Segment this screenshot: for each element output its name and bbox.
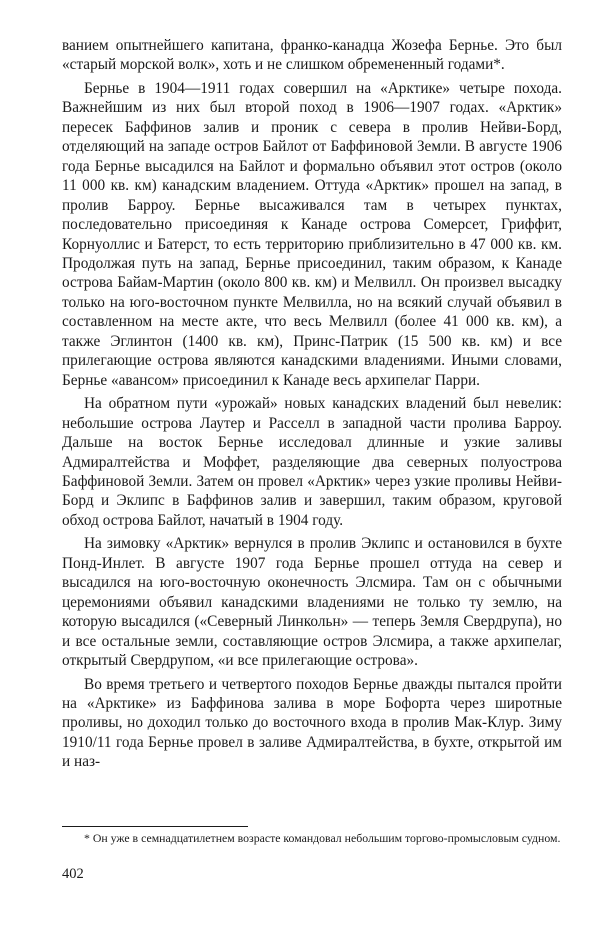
paragraph-3: На обратном пути «урожай» новых канадских владений был невелик: небольшие острова Лаутер и Расселл в западной части пролива Барроу. Дальше на восток Бернье исследовал длинные и узкие заливы Адмиралтейства и Моффет, разделяющие два северных полуострова Баффиновой Земли. Затем он провел «Арктик» через узкие проливы Нейви-Борд и Эклипс в Баффинов залив и завершил, таким образом, круговой обход острова Байлот, начатый в 1904 году.: [62, 395, 562, 529]
page-number: 402: [62, 866, 84, 882]
footnote: * Он уже в семнадцатилетнем возрасте командовал небольшим торгово-промысловым судном.: [84, 831, 561, 845]
paragraph-1: ванием опытнейшего капитана, франко-канадца Жозефа Бернье. Это был «старый морской волк», хоть и не слишком обремененный годами*.: [62, 37, 562, 74]
footnote-divider: [62, 826, 248, 827]
main-text: [62, 36, 562, 776]
paragraph-5: Во время третьего и четвертого походов Бернье дважды пытался пройти на «Арктике» из Баффинова залива в море Бофорта через широтные проливы, но доходил только до восточного входа в пролив Мак-Клур. Зиму 1910/11 года Бернье провел в заливе Адмиралтейства, в бухте, открытой им и наз-: [62, 675, 562, 771]
paragraph-4: На зимовку «Арктик» вернулся в пролив Эклипс и остановился в бухте Понд-Инлет. В августе 1907 года Бернье прошел оттуда на север и высадился на юго-восточную оконечность Элсмира. Там он с обычными церемониями объявил канадскими владениями не только ту землю, на которую высадился («Северный Линкольн» — теперь Земля Свердрупа), но и все остальные земли, составляющие остров Элсмира, а также архипелаг, открытый Свердрупом, «и все прилегающие острова».: [62, 535, 562, 670]
paragraph-2: Бернье в 1904—1911 годах совершил на «Арктике» четыре похода. Важнейшим из них был второй поход в 1906—1907 годах. «Арктик» пересек Баффинов залив и проник с севера в пролив Нейви-Борд, отделяющий на западе остров Байлот от Баффиновой Земли. В августе 1906 года Бернье высадился на Байлот и формально объявил этот остров (около 11 000 кв. км) канадским владением. Оттуда «Арктик» прошел на запад, в пролив Барроу. Бернье высаживался там в четырех пунктах, последовательно присоединяя к Канаде острова Сомерсет, Гриффит, Корнуоллис и Батерст, то есть территорию приблизительно в 47 000 кв. км. Продолжая путь на запад, Бернье присоединил, таким образом, к Канаде острова Байам-Мартин (около 800 кв. км) и Мелвилл. Он произвел высадку только на юго-восточном пункте Мелвилла, но на всякий случай объявил в составленном на месте акте, что весь Мелвилл (более 41 000 кв. км), а также Эглинтон (1400 кв. км), Принс-Патрик (15 500 кв. км) и все прилегающие острова являются канадскими владениями. Иными словами, Бернье «авансом» присоединил к Канаде весь архипелаг Парри.: [62, 79, 562, 389]
